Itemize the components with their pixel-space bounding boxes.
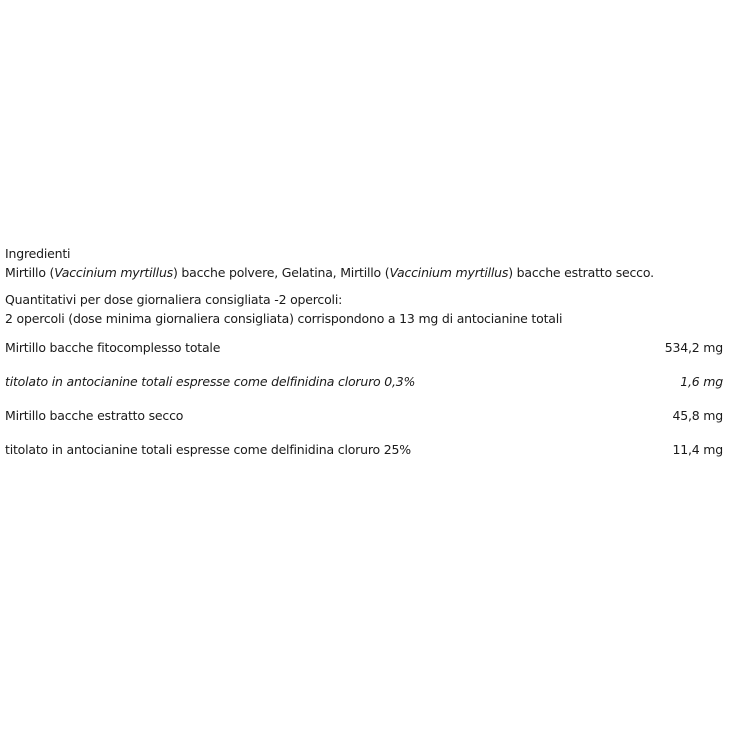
table-row [5,372,723,391]
product-info [5,244,723,474]
table-row [5,406,723,425]
ingredients-part-3: ) bacche estratto secco. [508,265,654,280]
ingredients-part-2: ) bacche polvere, Gelatina, Mirtillo ( [172,265,390,280]
ingredients-list [5,263,723,282]
latin-name-2: Vaccinium myrtillus [389,265,509,280]
dosage-section [5,290,723,328]
table-row [5,338,723,357]
row-label: Mirtillo bacche estratto secco [5,408,184,423]
ingredients-part-1: Mirtillo ( [5,265,55,280]
ingredients-heading: Ingredienti [5,246,71,261]
row-amount: 1,6 mg [680,374,723,389]
row-amount: 45,8 mg [672,408,723,423]
row-label: titolato in antocianine totali espresse come delfinidina cloruro 0,3% [5,374,416,389]
ingredients-section [5,244,723,282]
latin-name-1: Vaccinium myrtillus [54,265,173,280]
table-row [5,440,723,459]
dosage-heading: Quantitativi per dose giornaliera consigliata -2 opercoli: [5,292,343,307]
row-label: Mirtillo bacche fitocomplesso totale [5,340,221,355]
dosage-note: 2 opercoli (dose minima giornaliera consigliata) corrispondono a 13 mg di antocianine totali [5,311,563,326]
row-label: titolato in antocianine totali espresse come delfinidina cloruro 25% [5,442,411,457]
row-amount: 11,4 mg [672,442,723,457]
row-amount: 534,2 mg [664,340,723,355]
